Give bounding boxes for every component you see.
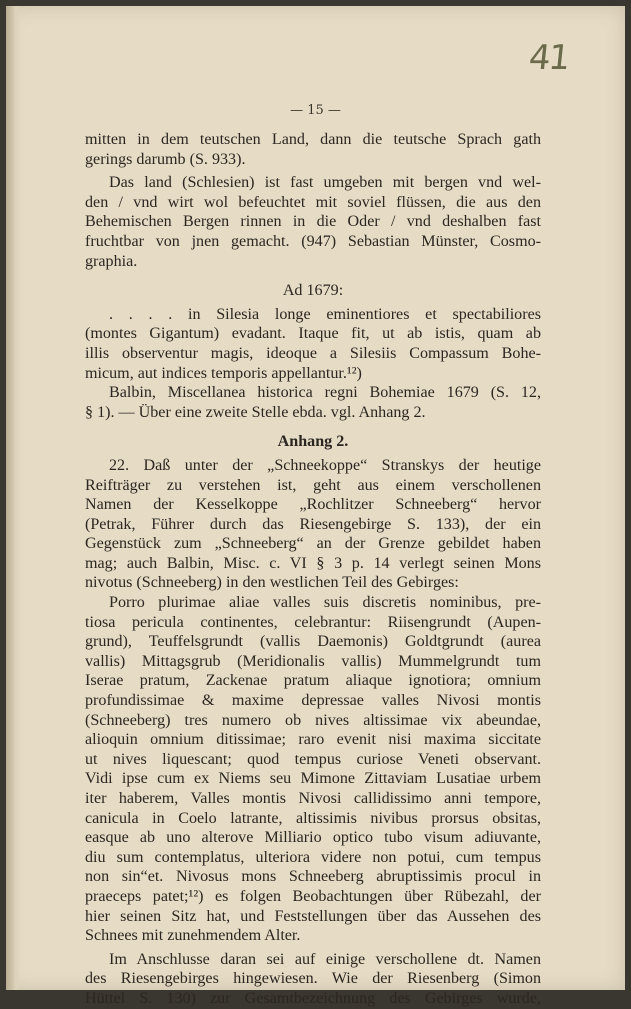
- text-line: Hüttel S. 130) zur Gesamtbezeichnung des Gebirges wurde,: [85, 989, 541, 1007]
- page-number: — 15 —: [290, 103, 341, 118]
- text-line: Vidi ipse cum ex Niems seu Mimone Zittaviam Lusatiae urbem: [85, 770, 541, 788]
- paragraph-porro: [85, 593, 541, 946]
- text-line: mitten in dem teutschen Land, dann die teutsche Sprach gath: [85, 131, 541, 148]
- text-line: Reifträger zu verstehen ist, geht aus einem verschollenen: [85, 476, 541, 494]
- paragraph-muenster: [85, 173, 541, 271]
- handwritten-folio-number: 41: [526, 38, 571, 78]
- section-heading-anhang-2: [85, 432, 541, 452]
- text-line: § 1). — Über eine zweite Stelle ebda. vgl. Anhang 2.: [85, 403, 426, 421]
- text-line: iter haberem, Valles montis Nivosi callidissimo anni tempore,: [85, 790, 541, 807]
- paragraph-im-anschlusse: [85, 950, 541, 1009]
- text-line: micum, aut indices temporis appellantur.¹²): [85, 364, 362, 382]
- text-line: Balbin, Miscellanea historica regni Bohemiae 1679 (S. 12,: [109, 384, 541, 402]
- text-line: alioquin omnium ditissimae; raro evenit nisi maxima siccitate: [85, 731, 541, 749]
- text-line: (Petrak, Führer durch das Riesengebirge S. 133), der ein: [85, 515, 541, 533]
- text-line: ut nives liquescant; quod tempus curiose Veneti observant.: [85, 750, 541, 768]
- text-line: Behemischen Bergen rinnen in die Oder / vnd deshalben fast: [85, 213, 541, 231]
- text-line: Ad 1679:: [282, 282, 344, 300]
- text-line: Iserae pratum, Zackenae pratum aliaque ignotiora; omnium: [85, 672, 541, 690]
- text-line: Das land (Schlesien) ist fast umgeben mit bergen vnd wel-: [109, 174, 541, 192]
- text-line: nivotus (Schneeberg) in den westlichen Teil des Gebirges:: [85, 574, 459, 592]
- text-line: diu sum contemplatus, ulteriora videre non potui, cum tempus: [85, 848, 541, 866]
- text-line: tiosa pericula continentes, celebrantur: Riisengrundt (Aupen-: [85, 613, 541, 631]
- text-line: mag; auch Balbin, Misc. c. VI § 3 p. 14 verlegt seinen Mons: [85, 554, 541, 572]
- page-binding-shadow: [6, 6, 20, 990]
- paragraph-muenster-quote-end: [85, 130, 541, 169]
- text-line: Namen der Kesselkoppe „Rochlitzer Schneeberg“ hervor: [85, 496, 541, 514]
- text-line: non sin“et. Nivosus mons Schneeberg abruptissimis procul in: [85, 868, 541, 886]
- text-line: grund), Teuffelsgrundt (vallis Daemonis) Goldtgrundt (aurea: [85, 633, 541, 651]
- text-line: (Schneeberg) tres numero ob nives altissimae vix abeundae,: [85, 711, 541, 729]
- text-line: praeceps patet;¹²) es folgen Beobachtungen über Rübezahl, der: [85, 887, 541, 905]
- paragraph-22: [85, 456, 541, 593]
- text-line: vallis) Mittagsgrub (Meridionalis vallis) Mummelgrundt tum: [85, 652, 541, 670]
- text-line: 22. Daß unter der „Schneekoppe“ Stranskys der heutige: [109, 456, 541, 474]
- text-line: . . . . in Silesia longe eminentiores et spectabiliores: [109, 305, 541, 323]
- book-page: [6, 6, 625, 1007]
- text-line: hier seinen Sitz hat, und Feststellungen über das Aussehen des: [85, 907, 541, 925]
- text-line: den / vnd wirt wol befeuchtet mit soviel flüssen, die aus den: [85, 193, 541, 211]
- page-text: [85, 130, 541, 1009]
- text-line: des Riesengebirges hingewiesen. Wie der Riesenberg (Simon: [85, 970, 541, 988]
- text-line: graphia.: [85, 252, 138, 270]
- text-line: gerings darumb (S. 933).: [85, 150, 246, 168]
- paragraph-balbin-source: [85, 383, 541, 422]
- paragraph-balbin-quote: [85, 305, 541, 383]
- text-line: (montes Gigantum) evadant. Itaque fit, ut ab istis, quam ab: [85, 325, 541, 343]
- text-line: canicula in Coelo latrante, altissimis nivibus prorsus obsitas,: [85, 809, 541, 827]
- text-line: illis observentur magis, ideoque a Silesiis Compassum Bohe-: [85, 344, 541, 362]
- text-line: Im Anschlusse daran sei auf einige verschollene dt. Namen: [109, 950, 541, 968]
- text-line: Porro plurimae aliae valles suis discretis nominibus, pre-: [109, 594, 541, 612]
- text-line: Gegenstück zum „Schneeberg“ an der Grenze gebildet haben: [85, 535, 541, 553]
- text-line: Schnees mit zunehmendem Alter.: [85, 927, 301, 945]
- text-line: profundissimae & maxime depressae valles Nivosi montis: [85, 692, 541, 710]
- section-label-ad-1679: [85, 281, 541, 301]
- text-line: Anhang 2.: [277, 433, 349, 451]
- text-line: fruchtbar von jnen gemacht. (947) Sebastian Münster, Cosmo-: [85, 232, 541, 250]
- text-line: easque ab uno alterove Milliario optico tubo visum adiuvante,: [85, 829, 541, 847]
